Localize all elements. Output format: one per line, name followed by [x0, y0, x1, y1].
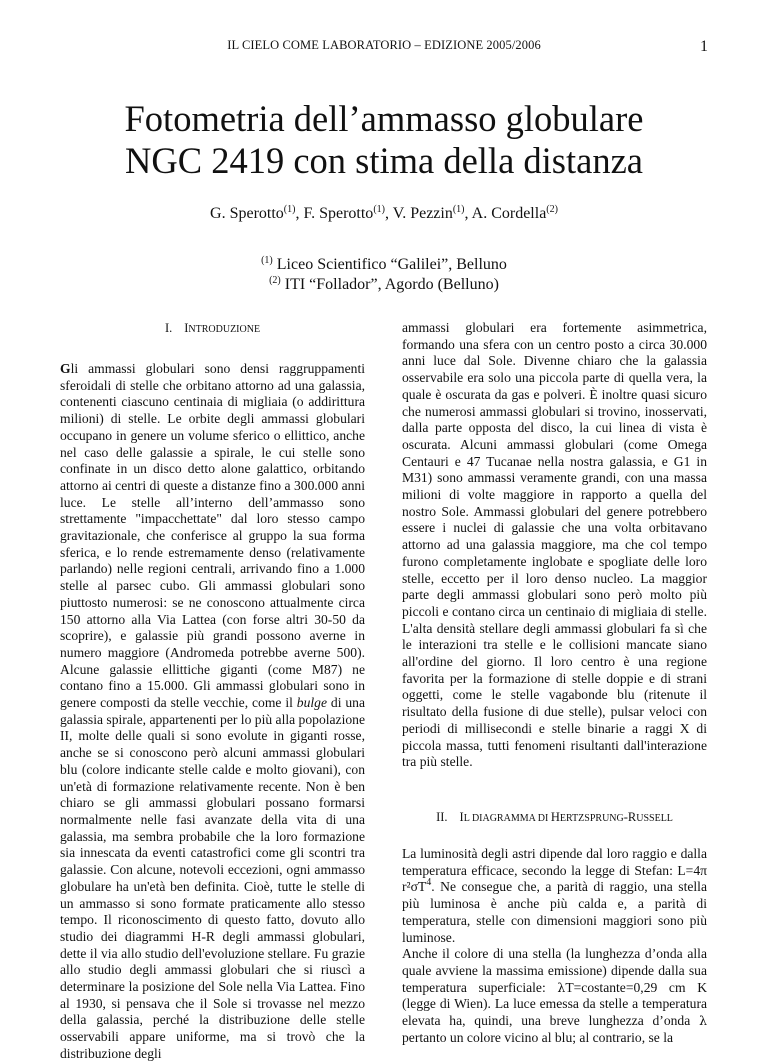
paper-title: [0, 98, 768, 182]
author-name: G. Sperotto: [210, 205, 284, 222]
hr-paragraph-1: [402, 846, 707, 946]
affiliation-list: [0, 255, 768, 295]
section-number: I.: [164, 321, 173, 335]
author-affiliation-mark: (1): [283, 204, 296, 215]
section-title-part-h: ERTZSPRUNG: [559, 812, 624, 824]
section-heading-introduzione: [60, 320, 365, 337]
author-affiliation-mark: (2): [546, 204, 558, 215]
left-column: [60, 320, 365, 1063]
author-affiliation-mark: (1): [373, 204, 385, 215]
hr-text-wien-rest: T=costante=0,29 cm K (legge di Wien). La luce emessa da stelle a temperatura elevata ha, quindi, una breve lunghezza d’onda: [402, 979, 708, 1029]
author-affiliation-mark: (1): [452, 204, 465, 215]
affiliation-text: Liceo Scientifico “Galilei”, Belluno: [276, 256, 507, 273]
section-title-part: L DIAGRAMMA DI: [463, 812, 551, 824]
section-heading-hr-diagram: [402, 809, 707, 826]
affiliation-text: ITI “Follador”, Agordo (Belluno): [284, 276, 499, 293]
lambda-symbol: λ: [557, 979, 566, 995]
section-title-initial-r: R: [627, 809, 637, 824]
intro-paragraph: [60, 361, 365, 1063]
right-column: [402, 320, 707, 1046]
title-line-1: Fotometria dell’ammasso globulare: [124, 98, 644, 139]
intro-text-part-b: di una galassia spirale, appartenenti per lo più alla popolazione II, molte delle quali si sono evolute in giganti rosse, anche se si conoscono però alcuni ammassi globulari blu (colore indicante stelle calde e molto giovani), con un'età di formazione relativamente recente. Non è ben chiaro se gli ammassi globulari possano formarsi normalmente nelle fasi avanzate della vita di una galassia, ma sembra probabile che la loro formazione sia innescata da eventi catastrofici come gli scontri tra galassie. Con alcune, notevoli eccezioni, ogni ammasso globulare ha un'età ben definita. Cioè, tutte le stelle di un ammasso si sono formate praticamente allo stesso tempo. Il riconoscimento di questo fatto, dovuto allo studio dei diagrammi H-R degli ammassi globulari, dette il via allo studio dell'evoluzione stellare. Fu grazie allo studio degli ammassi globulari che si riuscì a determinare la posizione del Sole nella Via Lattea. Fino al 1930, si pensava che il Sole si trovasse nel mezzo della galassia, perché la distribuzione delle stelle osservabili appare uniforme, ma si trovò che la distribuzione degli: [60, 695, 366, 1061]
hr-paragraph-2: [402, 946, 707, 1046]
section-number: II.: [436, 809, 448, 824]
title-line-2: NGC 2419 con stima della distanza: [125, 140, 643, 181]
intro-text-part-a: li ammassi globulari sono densi raggruppamenti sferoidali di stelle che orbitano attorno ad una galassia, contenenti ciascuno centinaia di migliaia (o addirittura milioni) di stelle. Le orbite degli ammassi globulari occupano in genere un volume sferico o ellittico, anche nel caso delle galassie a spirale, le cui stelle sono confinate in un disco detto alone galattico, orbitando attorno ai centri di queste a distanze fino a 300.000 anni luce. Le stelle all’interno dell’ammasso sono strettamente "impacchettate" dal loro stesso campo gravitazionale, che conferisce al gruppo la sua forma sferica, e lo rende estremamente denso (relativamente parlando) nelle regioni centrali, arrivando fino a 1.000 stelle al parsec cubo. Gli ammassi globulari sono piuttosto numerosi: se ne conoscono attualmente circa 150 attorno alla Via Lattea (con forse altri 30-50 da scoprire), e galassie più grandi possono averne in numero maggiore (Andromeda potrebbe averne 500). Alcune galassie ellittiche giganti (come M87) ne contano fino a 15.000. Gli ammassi globulari sono in genere composti da stelle vecchie, come il: [60, 361, 365, 711]
lambda-symbol: λ: [699, 1013, 707, 1029]
section-title-initial: I: [184, 321, 189, 335]
section-title-dash: -: [623, 809, 628, 824]
hr-text-stefan-rest: . Ne consegue che, a parità di raggio, una stella più luminosa è anche più calda e, a parità di temperatura, stelle con dimensioni maggiori sono più luminose.: [402, 879, 707, 945]
affiliation: [0, 275, 768, 295]
affiliation: [0, 255, 768, 275]
author-name: V. Pezzin: [392, 205, 453, 222]
section-title-initial-h: H: [550, 809, 560, 824]
author-list: G. Sperotto$^{(1)}$, F. Sperotto$^{(1)}$, V. Pezzin$^{(1)}$, A. Cordella$^{(2)}$: [210, 204, 558, 222]
exponent: 4: [426, 877, 432, 889]
hr-text-wien-end: pertanto un colore vicino al blu; al contrario, se la: [402, 1029, 674, 1045]
author-name: F. Sperotto: [303, 205, 374, 222]
affiliation-mark: (2): [269, 275, 281, 286]
drop-cap: G: [60, 361, 71, 376]
section-title-initial: I: [459, 809, 464, 824]
affiliation-mark: (1): [261, 255, 273, 266]
page-number: 1: [700, 38, 708, 55]
hr-text-wien: Anche il colore di una stella (la lunghezza d’onda alla quale avviene la massima emissione) dipende dalla sua temperatura superficiale:: [402, 946, 707, 995]
intro-italic-term: bulge: [296, 695, 327, 711]
intro-paragraph-continued: ammassi globulari era fortemente asimmetrica, formando una sfera con un centro posto a circa 30.000 anni luce dal Sole. Divenne chiaro che la galassia osservabile era solo una piccola parte di quella vera, la quale è oscurata da gas e polveri. È inoltre quasi sicuro che numerosi ammassi globulari si trovino, inosservati, dalla parte opposta del disco, la cui linea di vista è oscurata. Alcuni ammassi globulari (come Omega Centauri e 47 Tucanae nella nostra galassia, e G1 in M31) sono ammassi veramente grandi, con una massa milioni di volte maggiore in rapporto a quella del nostro Sole. Ammassi globulari del genere potrebbero essere i nuclei di galassie che una volta orbitavano attorno ad una galassia maggiore, ma che col tempo furono completamente inglobate e spogliate delle loro stelle, eccetto per il loro denso nucleo. La maggior parte degli ammassi globulari sono però molto più piccoli e contano circa un centinaio di migliaia di stelle. L'alta densità stellare degli ammassi globulari fa sì che le interazioni tra stelle e le collisioni mancate siano all'ordine del giorno. Il loro centro è una regione favorita per la formazione di stelle doppie e di strani oggetti, come le stelle vagabonde blu (ritenute il risultato della fusione di due stelle), pulsar veloci con periodi di millisecondi e stelle binarie a raggi X di piccola massa, tutti fenomeni risultanti dall'interazione tra più stelle.: [402, 320, 707, 770]
section-title-rest: NTRODUZIONE: [188, 324, 261, 335]
author-name: A. Cordella: [471, 205, 547, 222]
running-title: IL CIELO COME LABORATORIO – EDIZIONE 2005/2006: [227, 38, 541, 52]
section-title-part-r: USSELL: [636, 812, 673, 824]
hr-text-stefan: La luminosità degli astri dipende dal loro raggio e dalla temperatura efficace, secondo la legge di Stefan: L=4π r²σT: [402, 845, 707, 895]
